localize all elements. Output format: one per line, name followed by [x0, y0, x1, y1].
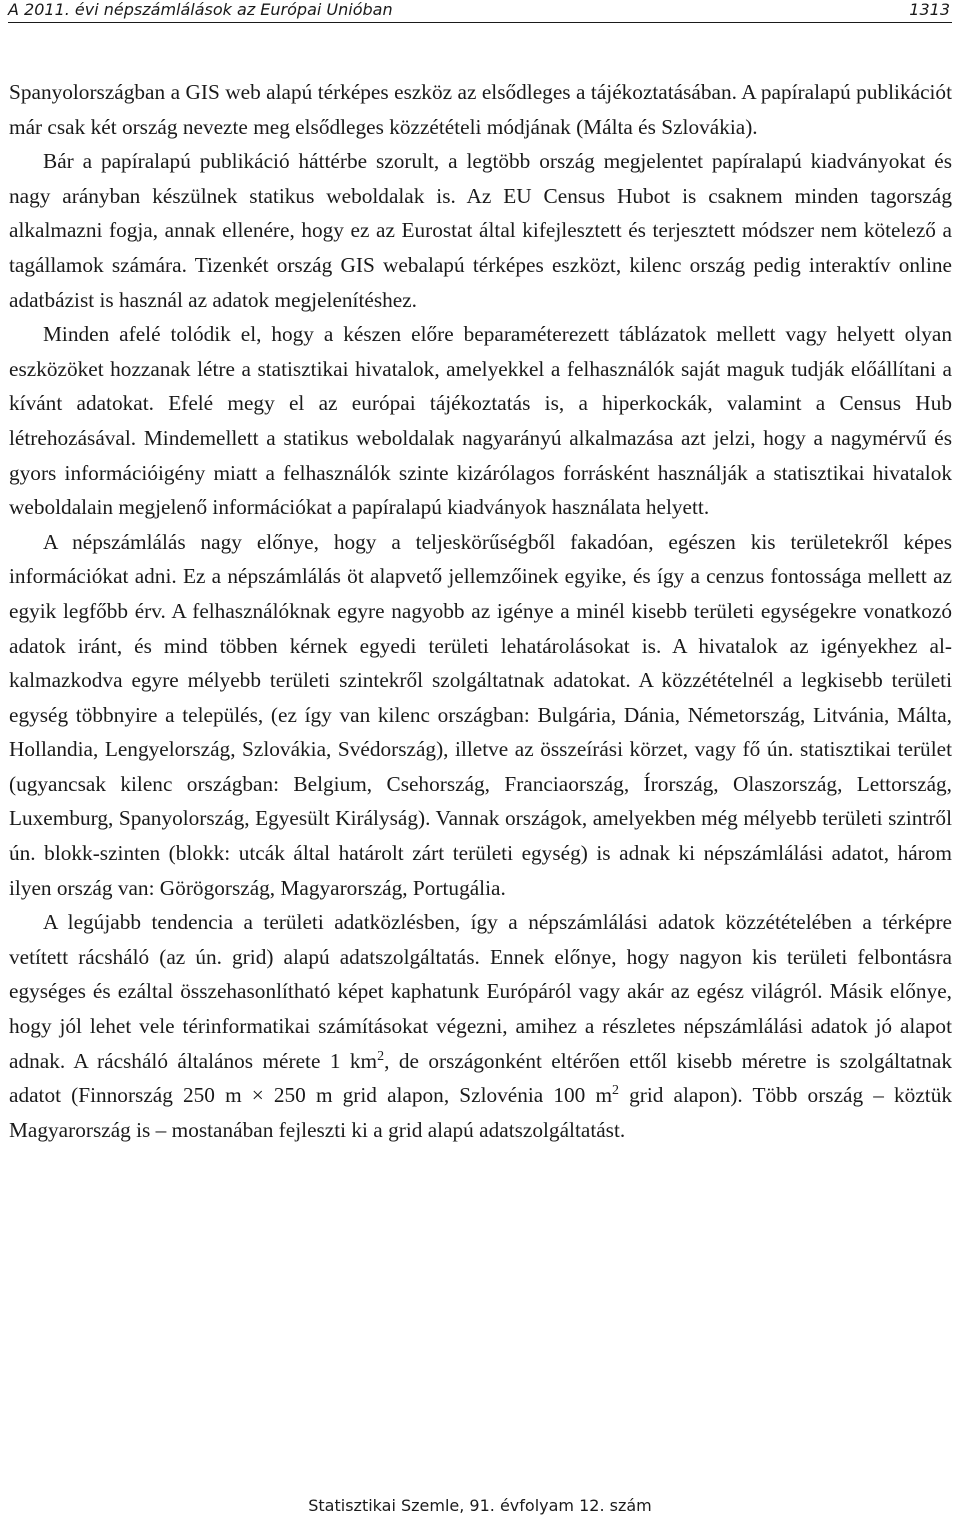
text-run: Minden afelé tolódik el, hogy a készen előre beparaméterezett táblázatok mellett vagy helyett olyan eszközöket hozzanak létre a statisztikai hivatalok, amelyekkel a felhasználók saját maguk tudják előállítani a kívánt adatokat. Efelé megy el az európai tájékoztatás is, a hiperkockák, valamint a Census Hub létrehozásával. Mindemellett a statikus weboldalak nagyarányú alkalmazása azt jelzi, hogy a nagymérvű és gyors információigény miatt a felhasználók szinte kizárólagos forrásként használják a statisztikai hivatalok weboldalain megjelenő információkat a papíralapú kiadványok használata helyett. [9, 322, 952, 520]
body-paragraph [9, 525, 952, 906]
text-run: A legújabb tendencia a területi adatközlésben, így a népszámlálási adatok közzétételében a térképre vetített rácsháló (az ún. grid) alapú adatszolgáltatás. Ennek előnye, hogy nagyon kis területi felbontásra egységes és ezáltal összehasonlítható képet kaphatunk Európáról vagy akár az egész világról. Másik előnye, hogy jól lehet vele térinformatikai számításokat végezni, amihez a részletes népszámlálási adatok jó alapot adnak. A rácsháló általános mérete 1 km [9, 910, 952, 1073]
running-header [8, 0, 952, 23]
running-footer: Statisztikai Szemle, 91. évfolyam 12. szám [308, 1496, 652, 1515]
header-title: A 2011. évi népszámlálások az Európai Unióban [8, 0, 393, 19]
superscript: 2 [377, 1048, 385, 1064]
body-paragraph [9, 75, 952, 144]
text-run: A népszámlálás nagy előnye, hogy a teljeskörűségből fakadóan, egészen kis területekről képes információkat adni. Ez a népszámlálás öt alapvető jellemzőinek egyike, és így a cenzus fontossága mellett az egyik legfőbb érv. A felhasználóknak egyre nagyobb az igénye a minél kisebb területi egységekre vonatkozó adatok iránt, és mind többen kérnek egyedi területi lehatárolásokat is. A hivatalok az igényekhez alkalmazkodva egyre mélyebb területi szintekről szolgáltatnak adatokat. A közzétételnél a legkisebb területi egység többnyire a település, (ez így van kilenc országban: Bulgária, Dánia, Németország, Litvánia, Málta, Hollandia, Lengyelország, Szlovákia, Svédország), illetve az összeírási körzet, vagy fő ún. statisztikai terület (ugyancsak kilenc országban: Belgium, Csehország, Franciaország, Írország, Olaszország, Lettország, Luxemburg, Spanyolország, Egyesült Királyság). Vannak országok, amelyekben még mélyebb területi szintről ún. blokk-szinten (blokk: utcák által határolt zárt területi egység) is adnak ki népszámlálási adatot, három ilyen ország van: Görögország, Magyarország, Portugália. [9, 529, 952, 900]
text-run: Bár a papíralapú publikáció háttérbe szorult, a legtöbb ország megjelentet papíralapú kiadványokat és nagy arányban készülnek statikus weboldalak is. Az EU Census Hubot is csaknem minden tagország alkalmazni fogja, annak ellenére, hogy ez az Eurostat által kifejlesztett és terjesztett módszer nem kötelező a tagállamok számára. Tizenkét ország GIS webalapú térképes eszközt, kilenc ország pedig interaktív online adatbázist is használ az adatok megjelenítéshez. [9, 149, 952, 312]
text-run: grid alapon). Több ország – köztük Magyarország is – mostanában fejleszti ki a grid alapú adatszolgáltatást. [9, 1083, 952, 1142]
superscript: 2 [612, 1083, 620, 1099]
body-paragraph [9, 144, 952, 317]
body-paragraph [9, 317, 952, 525]
text-run: , de országonként eltérően ettől kisebb méretre is szolgáltatnak adatot (Finnország 250 m × 250 m grid alapon, Szlovénia 100 m [9, 1048, 952, 1108]
article-body [9, 75, 952, 1147]
body-paragraph [9, 905, 952, 1147]
page-number: 1313 [909, 0, 950, 19]
text-run: Spanyolországban a GIS web alapú térképes eszköz az elsődleges a tájékoztatásában. A papíralapú publikációt már csak két ország nevezte meg elsődleges közzétételi módjának (Málta és Szlovákia). [9, 80, 952, 139]
